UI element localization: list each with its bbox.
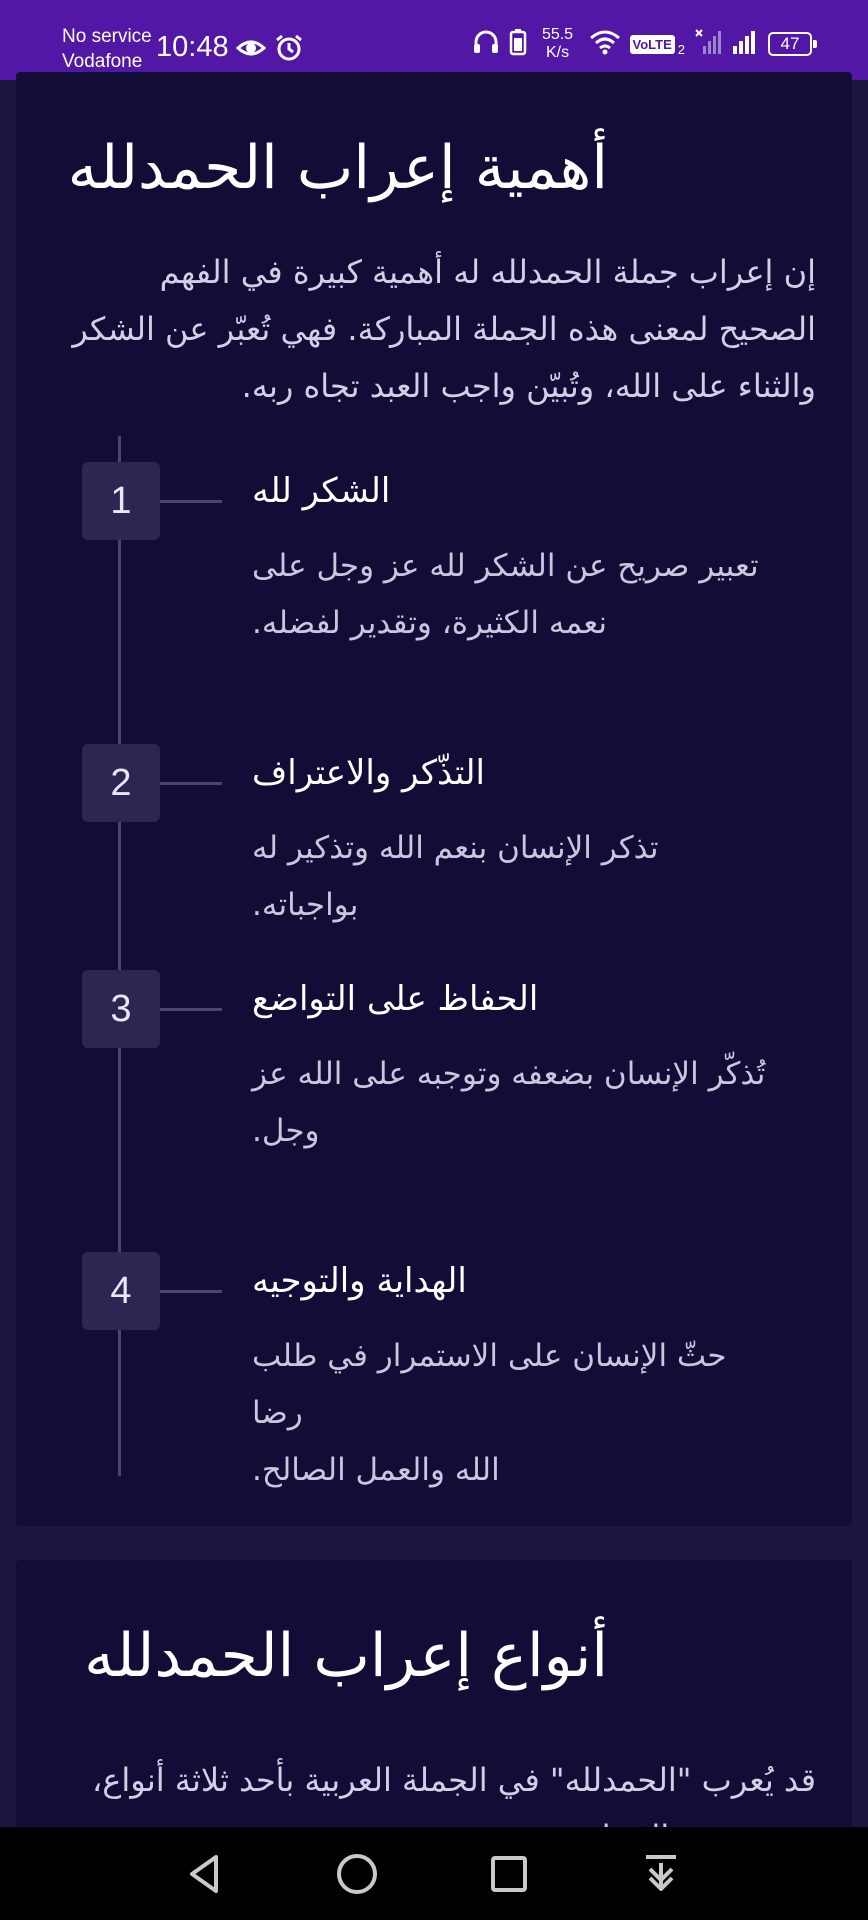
battery-indicator: 47	[768, 32, 812, 56]
recents-square-icon	[484, 1849, 534, 1899]
recent-apps-button[interactable]	[484, 1849, 534, 1899]
step-description-line: الله والعمل الصالح.	[252, 1452, 500, 1488]
step-description-line: حثّ الإنسان على الاستمرار في طلب رضا	[252, 1338, 727, 1431]
clock: 10:48	[156, 31, 229, 63]
sim-slot: 2	[677, 41, 685, 57]
step-title: التذّكر والاعتراف	[252, 753, 485, 793]
step-description-line: وجل.	[252, 1113, 320, 1149]
system-navigation-bar	[0, 1827, 868, 1920]
alarm-icon	[274, 33, 304, 67]
step-description	[252, 538, 772, 652]
carrier-line-2: Vodafone	[62, 51, 143, 72]
home-circle-icon	[332, 1849, 382, 1899]
eye-icon	[236, 33, 266, 67]
step-number-badge: 4	[82, 1252, 160, 1330]
no-signal-icon	[694, 28, 722, 60]
step-connector	[160, 1290, 222, 1293]
headphones-icon	[472, 28, 500, 60]
speed-unit: K/s	[545, 44, 570, 61]
home-button[interactable]	[332, 1849, 382, 1899]
step-title: الشكر لله	[252, 471, 391, 511]
step-number-badge: 1	[82, 462, 160, 540]
step-description-line: تعبير صريح عن الشكر لله عز وجل على	[252, 548, 759, 584]
section-intro: إن إعراب جملة الحمدلله له أهمية كبيرة في الفهم الصحيح لمعنى هذه الجملة المباركة. فهي تُعبّر عن الشكر والثناء على الله، وتُبيّن واجب العبد تجاه ربه.	[72, 253, 816, 405]
status-left-icons	[236, 33, 304, 67]
step-description-line: تُذكّر الإنسان بضعفه وتوجبه على الله عز	[252, 1056, 766, 1092]
battery-saver-icon	[509, 28, 527, 60]
pull-down-arrow-icon	[636, 1849, 686, 1899]
step-number-badge: 2	[82, 744, 160, 822]
carrier-line-1: No service	[62, 26, 152, 47]
step-title: الهداية والتوجيه	[252, 1261, 467, 1301]
section-title: أهمية إعراب الحمدلله	[67, 133, 608, 203]
status-right-icons	[472, 26, 812, 62]
importance-section	[16, 72, 852, 1526]
section-intro: قد يُعرب "الحمدلله" في الجملة العربية بأحد ثلاثة أنواع،	[91, 1761, 816, 1799]
back-triangle-icon	[180, 1849, 230, 1899]
network-speed	[536, 26, 580, 62]
step-connector	[160, 782, 222, 785]
speed-value: 55.5	[541, 26, 574, 43]
section-title: أنواع إعراب الحمدلله	[84, 1621, 608, 1691]
volte-badge: VoLTE	[630, 35, 675, 54]
step-connector	[160, 500, 222, 503]
step-description	[252, 1328, 772, 1499]
step-title: الحفاظ على التواضع	[252, 979, 539, 1019]
notification-pull-button[interactable]	[636, 1849, 686, 1899]
step-description-line: تذكر الإنسان بنعم الله وتذكير له بواجباته.	[252, 830, 659, 923]
signal-icon	[731, 28, 759, 60]
status-bar	[0, 0, 868, 80]
step-connector	[160, 1008, 222, 1011]
step-description-line: نعمه الكثيرة، وتقدير لفضله.	[252, 605, 607, 641]
step-number-badge: 3	[82, 970, 160, 1048]
back-button[interactable]	[180, 1849, 230, 1899]
carrier-info	[62, 24, 152, 74]
wifi-icon	[589, 28, 621, 60]
step-description	[252, 1046, 772, 1160]
step-description	[252, 820, 772, 934]
